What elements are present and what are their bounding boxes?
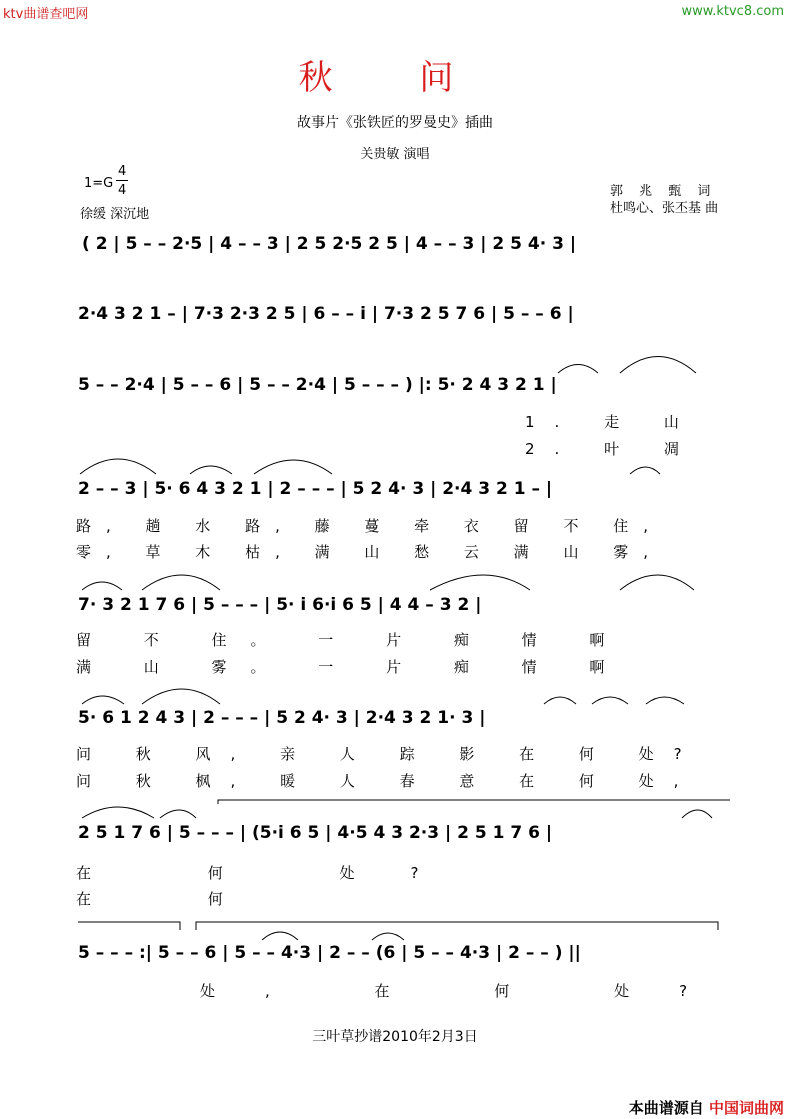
composer-credit: 杜鸣心、张丕基 曲	[610, 201, 719, 216]
notation-row-3	[78, 357, 696, 396]
volta-bracket	[218, 800, 730, 804]
volta-bracket	[196, 922, 718, 930]
slur-mark	[190, 466, 232, 474]
notation-row-2	[78, 304, 574, 324]
slur-mark	[630, 467, 660, 474]
notation-row-4	[78, 459, 660, 499]
notation-row-7	[78, 800, 730, 843]
notation-row-text: 5 – – – :| 5 – – 6 | 5 – – 4·3 | 2 – – (6 | 5 – – 4·3 | 2 – – ) ||	[78, 943, 581, 963]
key-signature: 1=G	[84, 176, 114, 191]
slur-mark	[592, 697, 628, 704]
lyric-verse-1-row-5: 留 不 住。 一 片 痴 情 啊	[76, 631, 629, 649]
lyric-verse-2-row-6: 问 秋 枫, 暖 人 春 意 在 何 处,	[76, 772, 699, 790]
transcriber-note: 三叶草抄谱2010年2月3日	[312, 1029, 478, 1045]
source-site: 中国词曲网	[708, 1099, 784, 1117]
lyricist-credit: 郭 兆 甄 词	[610, 184, 717, 199]
notation-row-text: 5 – – 2·4 | 5 – – 6 | 5 – – 2·4 | 5 – – – ) |: 5· 2 4 3 2 1 |	[78, 375, 557, 395]
lyric-row-8: 处, 在 何 处?	[200, 982, 738, 1000]
notation-row-1	[82, 234, 576, 254]
notation-row-5	[78, 575, 694, 615]
notation-row-8	[78, 922, 718, 963]
lyric-verse-2-row-3: 2. 叶 凋	[525, 440, 699, 458]
notation-row-text: 5· 6 1 2 4 3 | 2 – – – | 5 2 4· 3 | 2·4 3 2 1· 3 |	[78, 708, 486, 728]
time-signature-top: 4	[118, 164, 127, 179]
notation-row-text: 2 – – 3 | 5· 6 4 3 2 1 | 2 – – – | 5 2 4· 3 | 2·4 3 2 1 – |	[78, 479, 553, 499]
lyric-verse-1-row-3: 1. 走 山	[525, 413, 699, 431]
lyric-verse-2-row-4: 零, 草 木 枯, 满 山 愁 云 满 山 雾,	[76, 543, 663, 561]
source-label: 本曲谱源自	[628, 1099, 704, 1117]
slur-mark	[620, 575, 694, 590]
notation-row-text: ( 2 | 5 – – 2·5 | 4 – – 3 | 2 5 2·5 2 5 | 4 – – 3 | 2 5 4· 3 |	[82, 234, 577, 254]
lyric-verse-1-row-6: 问 秋 风, 亲 人 踪 影 在 何 处?	[76, 745, 702, 763]
source-credit	[629, 1097, 784, 1118]
volta-bracket	[78, 922, 180, 930]
singer-credit: 关贵敏 演唱	[360, 147, 430, 162]
slur-mark	[142, 689, 220, 704]
time-signature-bottom: 4	[118, 183, 127, 198]
notation-row-text: 2·4 3 2 1 – | 7·3 2·3 2 5 | 6 – – i | 7·3 2 5 7 6 | 5 – – 6 |	[78, 304, 574, 324]
slur-mark	[80, 459, 156, 474]
lyric-verse-2-row-7: 在 何	[76, 890, 279, 908]
song-subtitle: 故事片《张铁匠的罗曼史》插曲	[297, 115, 493, 131]
tempo-marking: 徐缓 深沉地	[80, 207, 150, 222]
slur-mark	[544, 697, 576, 704]
slur-mark	[160, 810, 196, 818]
song-title: 秋 问	[298, 58, 492, 98]
slur-mark	[646, 697, 684, 704]
slur-mark	[682, 810, 712, 818]
slur-mark	[254, 460, 332, 474]
slur-mark	[82, 807, 154, 818]
notation-row-6	[78, 689, 684, 728]
notation-row-text: 2 5 1 7 6 | 5 – – – | (5·i 6 5 | 4·5 4 3 2·3 | 2 5 1 7 6 |	[78, 823, 553, 843]
slur-mark	[558, 365, 598, 374]
slur-mark	[82, 696, 124, 704]
watermark-right: www.ktvc8.com	[681, 4, 784, 19]
lyric-verse-1-row-7: 在 何 处?	[76, 864, 475, 882]
slur-mark	[142, 575, 220, 590]
slur-mark	[82, 582, 122, 590]
slur-mark	[262, 932, 298, 940]
slur-mark	[430, 575, 530, 590]
notation-row-text: 7· 3 2 1 7 6 | 5 – – – | 5· i 6·i 6 5 | 4 4 – 3 2 |	[78, 595, 482, 615]
slur-mark	[620, 357, 696, 374]
lyric-verse-1-row-4: 路, 趟 水 路, 藤 蔓 牵 衣 留 不 住,	[76, 517, 663, 535]
watermark-left: ktv曲谱查吧网	[3, 7, 89, 22]
lyric-verse-2-row-5: 满 山 雾。 一 片 痴 情 啊	[76, 658, 629, 676]
slur-mark	[372, 933, 404, 940]
